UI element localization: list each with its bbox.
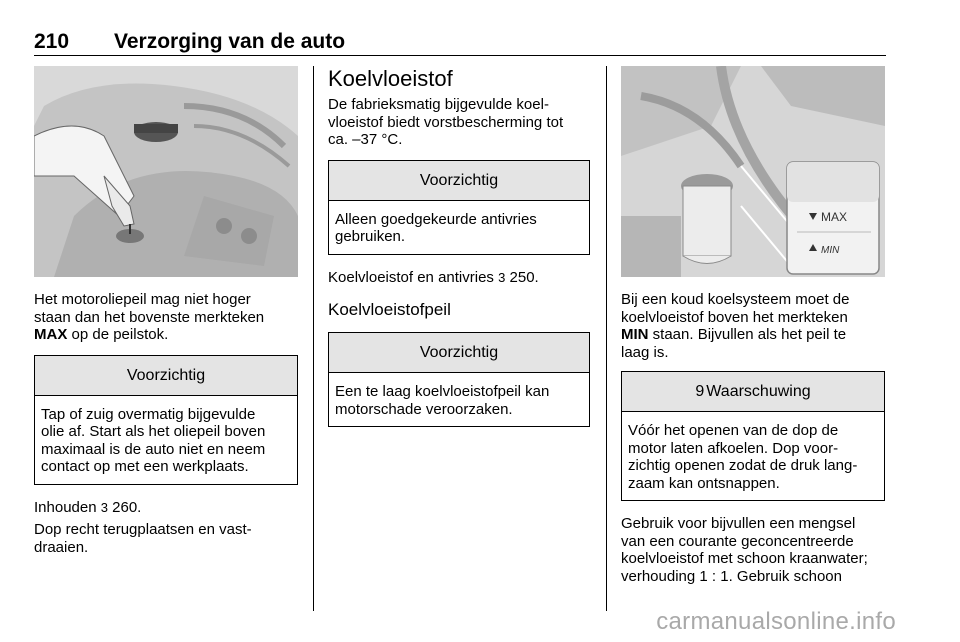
engine-oil-filling-illustration — [34, 66, 298, 277]
column-divider-left — [313, 66, 314, 611]
page-reference-arrow-icon[interactable]: 3 — [498, 269, 506, 285]
min-mark-label: MIN — [821, 245, 840, 256]
cap-replace-text: Dop recht terugplaatsen en vast- draaien. — [34, 521, 252, 556]
coolant-mixture-text: Gebruik voor bijvullen een mengsel van een courante geconcentreerde koelvloeistof met schoon kraanwater; verhouding 1 : 1. Gebruik schoon — [621, 515, 868, 585]
oil-fill-drawing — [34, 66, 298, 277]
caution-title: Voorzichtig — [329, 333, 589, 373]
section-title-coolant: Koelvloeistof — [328, 66, 453, 91]
warning-triangle-icon: 9 — [695, 383, 705, 400]
caution-body: Tap of zuig overmatig bijgevulde olie af. Start als het oliepeil boven maximaal is de auto niet en neem contact op met een werkplaats. — [41, 405, 266, 475]
coolant-level-text: Bij een koud koelsysteem moet de koelvloeistof boven het merkteken MIN staan. Bijvullen als het peil te laag is. — [621, 291, 850, 361]
max-mark-label: MAX — [34, 326, 68, 343]
warning-title: 9 Waarschuwing — [622, 372, 884, 412]
warning-body: Vóór het openen van de dop de motor laten afkoelen. Dop voor- zichtig openen zodat de druk lang- zaam kan ontsnappen. — [628, 422, 858, 492]
caution-box-antifreeze — [328, 160, 590, 255]
warning-box-hot-coolant — [621, 371, 885, 501]
subsection-title-coolant-level: Koelvloeistofpeil — [328, 300, 451, 319]
coolant-reservoir-drawing — [621, 66, 885, 277]
running-title: Verzorging van de auto — [114, 30, 346, 53]
coolant-reference: Koelvloeistof en antivries 3 250. — [328, 268, 539, 286]
caution-title: Voorzichtig — [35, 356, 297, 396]
coolant-intro-text: De fabrieksmatig bijgevulde koel- vloeistof biedt vorstbescherming tot ca. –37 °C. — [328, 96, 564, 148]
column-3 — [621, 66, 885, 585]
caution-box-coolant-level — [328, 332, 590, 427]
page-number: 210 — [34, 30, 70, 53]
column-divider-right — [606, 66, 607, 611]
caution-box-oil — [34, 355, 298, 485]
column-1 — [34, 66, 298, 556]
caution-body: Alleen goedgekeurde antivries gebruiken. — [335, 210, 537, 245]
caution-body: Een te laag koelvloeistofpeil kan motorschade veroorzaken. — [335, 383, 550, 418]
caution-title: Voorzichtig — [329, 161, 589, 201]
capacities-reference: Inhouden 3 260. — [34, 498, 142, 516]
max-mark-label: MAX — [821, 210, 848, 224]
coolant-reservoir-illustration — [621, 66, 885, 277]
page-header — [34, 26, 886, 56]
oil-level-text: Het motoroliepeil mag niet hoger staan dan het bovenste merkteken MAX op de peilstok. — [34, 291, 265, 343]
page-reference-arrow-icon[interactable]: 3 — [100, 499, 108, 515]
min-mark-text: MIN — [621, 326, 649, 343]
watermark: carmanualsonline.info — [656, 608, 896, 635]
column-2 — [328, 66, 590, 427]
